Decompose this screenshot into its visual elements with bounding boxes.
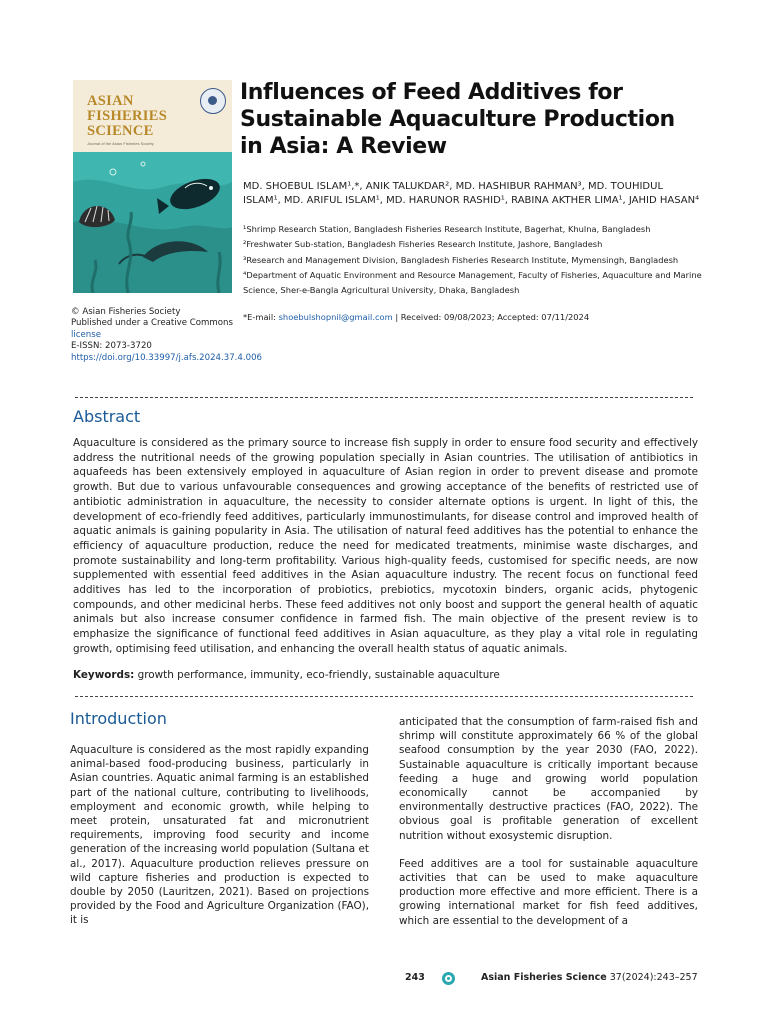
divider-bottom [75,696,693,697]
keywords [73,669,698,681]
license-link[interactable]: license [71,329,101,340]
affiliations [243,222,703,298]
affiliation-3: ³Research and Management Division, Bangladesh Fisheries Research Institute, Mymensingh, Bangladesh [243,254,679,265]
keywords-text: growth performance, immunity, eco-friendly, sustainable aquaculture [134,669,500,681]
cover-title: ASIAN FISHERIES SCIENCE [87,93,168,139]
intro-paragraph-2: anticipated that the consumption of farm-raised fish and shrimp will constitute approximately 66 % of the global seafood consumption by the year 2030 (FAO, 2022). Sustainable aquaculture is critically important because feeding a huge and growing world population economically cannot be accompanied by environmentally destructive practices (FAO, 2022). The obvious goal is profitable generation of excellent nutrition without exosystemic disruption. [399,716,698,842]
affiliation-4-continued: Science, Sher-e-Bangla Agricultural University, Dhaka, Bangladesh [243,285,520,296]
eissn-text: E-ISSN: 2073-3720 [71,341,152,352]
intro-left-column [70,743,369,942]
article-title: Influences of Feed Additives for Sustainable Aquaculture Production in Asia: A Review [240,80,675,159]
page-footer [405,970,700,990]
email-prefix: *E-mail: [243,312,279,322]
introduction-heading: Introduction [70,709,167,728]
journal-cover-image [73,80,232,293]
intro-right-column [399,715,698,942]
affiliation-1: ¹Shrimp Research Station, Bangladesh Fisheries Research Institute, Bagerhat, Khulna, Bangladesh [243,224,651,234]
email-link[interactable]: shoebulshopnil@gmail.com [278,312,393,322]
keywords-label: Keywords: [73,669,135,681]
journal-citation [481,972,698,983]
affiliation-2: ²Freshwater Sub-station, Bangladesh Fisheries Research Institute, Jashore, Bangladesh [243,239,603,250]
citation-range: 37(2024):243–257 [606,972,698,983]
copyright-text: © Asian Fisheries Society [71,307,181,317]
intro-paragraph-1: Aquaculture is considered as the most rapidly expanding animal-based food-producing business, particularly in Asian countries. Aquatic animal farming is an established part of the national culture, contributing to livelihoods, employment and economic growth, while helping to meet protein, unsaturated fat and micronutrient requirements, improving food security and income generation of the increasing world population (Sultana et al., 2017). Aquaculture production relieves pressure on wild capture fisheries and production is expected to double by 2050 (Lauritzen, 2021). Based on projections provided by the Food and Agriculture Organization (FAO), it is [70,744,369,927]
journal-logo-icon [442,972,455,985]
abstract-text: Aquaculture is considered as the primary source to increase fish supply in order to ensure food security and effectively address the nutritional needs of the growing population specially in Asian countries. The utilisation of antibiotics in aquafeeds has been extensively employed in aquaculture of Asian region in order to prevent disease and promote growth. But due to various unfavourable consequences and growing acceptance of the benefits of restricted use of antibiotic administration in aquaculture, the necessity to consider alternate options is urgent. In light of this, the development of eco-friendly feed additives, particularly immunostimulants, for disease control and improved health of aquatic animals is gaining popularity in Asia. The utilisation of natural feed additives has the potential to enhance the efficiency of aquaculture production, reduce the need for medicated treatments, minimise waste discharges, and promote sustainability and long-term profitability. Various high-quality feeds, customised for specific needs, are now supplemented with essential feed additives in the Asian aquaculture industry. The recent focus on functional feed additives has led to the incorporation of probiotics, prebiotics, mycotoxin binders, organic acids, phytogenic compounds, and other medicinal herbs. These feed additives not only boost and support the general health of aquatic animals but also increase consumer confidence in farmed fish. The main objective of the present review is to emphasize the significance of functional feed additives in Asian aquaculture, as they play a vital role in regulating growth, optimising feed utilisation, and enhancing the overall health status of aquatic animals. [73,437,698,655]
journal-name: Asian Fisheries Science [481,972,607,983]
doi-link[interactable]: https://doi.org/10.33997/j.afs.2024.37.4.006 [71,352,263,363]
received-accepted-dates: | Received: 09/08/2023; Accepted: 07/11/2024 [392,312,590,322]
correspondence-line [243,312,703,322]
page-number: 243 [405,972,425,983]
divider-top [75,397,693,398]
abstract-heading: Abstract [73,407,141,426]
society-seal-icon [200,88,226,114]
author-list: MD. SHOEBUL ISLAM¹,*, ANIK TALUKDAR², MD. HASHIBUR RAHMAN³, MD. TOUHIDUL ISLAM¹, MD. ARIFUL ISLAM¹, MD. HARUNOR RASHID¹, RABINA AKTHER LIMA¹, JAHID HASAN⁴ [243,181,700,206]
intro-paragraph-3: Feed additives are a tool for sustainable aquaculture activities that can be used to make aquaculture production more effective and more efficient. There is a growing international market for fish feed additives, which are essential to the development of a [399,857,698,927]
license-text: Published under a Creative Commons [71,318,233,329]
affiliation-4: ⁴Department of Aquatic Environment and Resource Management, Faculty of Fisheries, Aquaculture and Marine [243,269,702,280]
cover-illustration [73,152,232,293]
cover-subtitle: Journal of the Asian Fisheries Society [87,141,154,146]
